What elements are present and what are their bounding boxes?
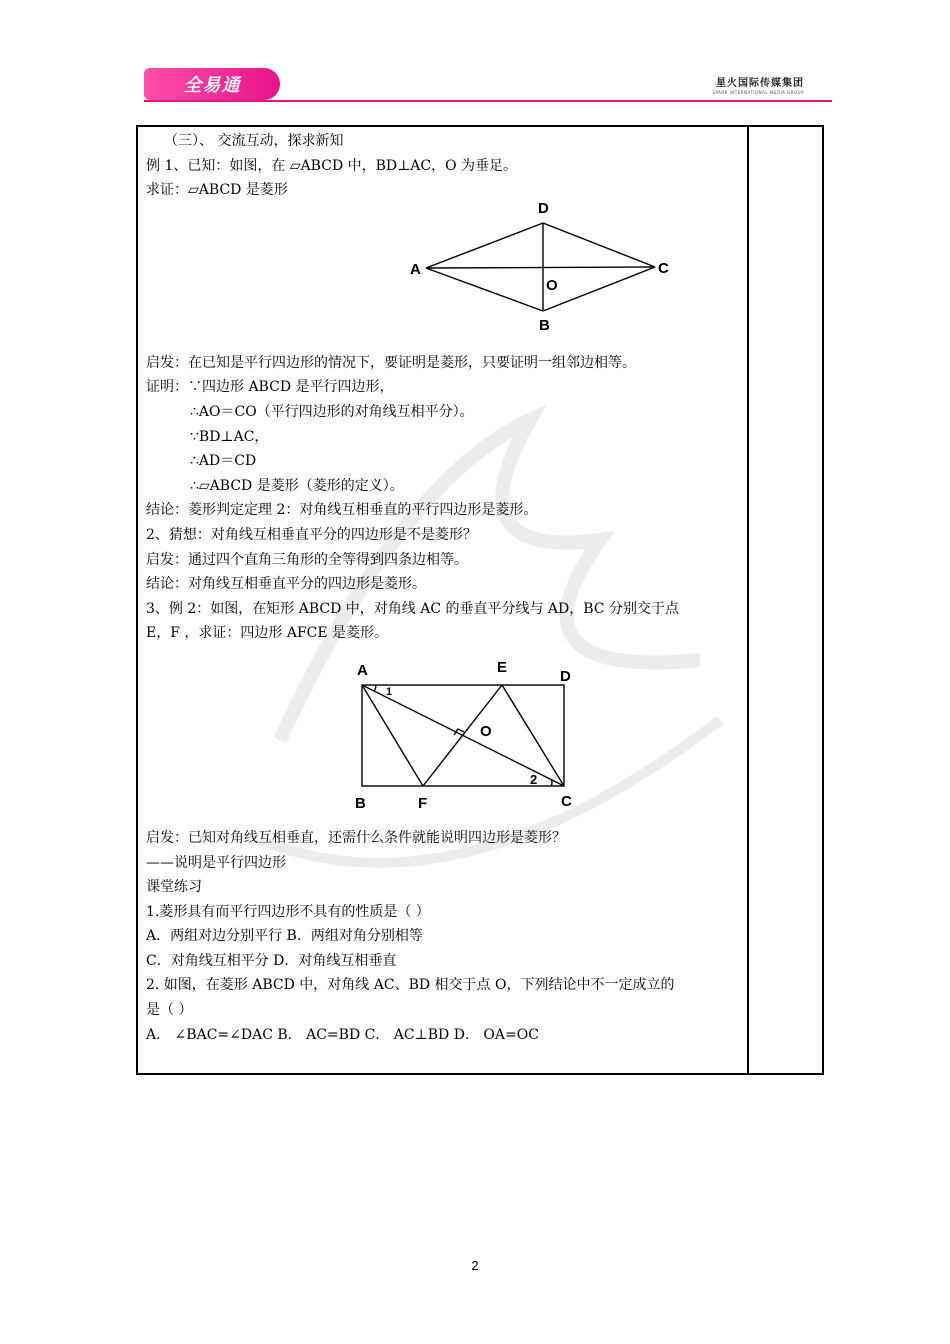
- label-o: O: [480, 723, 492, 740]
- label-2: 2: [530, 772, 538, 787]
- conjecture: 2、猜想：对角线互相垂直平分的四边形是不是菱形？: [146, 526, 477, 543]
- label-d: D: [560, 668, 571, 685]
- label-b: B: [355, 795, 366, 812]
- label-d: D: [538, 200, 549, 217]
- proof-line-1: 证明：∵四边形 ABCD 是平行四边形，: [146, 379, 394, 396]
- label-c: C: [658, 260, 669, 277]
- angle-2-arc: [551, 779, 552, 786]
- company-name-en: SPARK INTERNATIONAL MEDIA GROUP: [712, 90, 804, 95]
- practice-heading: 课堂练习: [146, 879, 202, 896]
- figure-rectangle: [350, 658, 590, 814]
- side-ba: [426, 268, 543, 311]
- page-header: [0, 0, 950, 110]
- brand-logo: 全易通: [144, 68, 280, 100]
- example1-prove: 求证：▱ABCD 是菱形: [146, 182, 288, 199]
- question1: 1.菱形具有而平行四边形不具有的性质是（ ）: [146, 903, 430, 920]
- example1-given: 例 1、已知：如图，在 ▱ABCD 中，BD⊥AC，O 为垂足。: [146, 157, 518, 174]
- question2-options: A． ∠BAC=∠DAC B． AC=BD C． AC⊥BD D． OA=OC: [146, 1026, 539, 1043]
- hint2: 启发：通过四个直角三角形的全等得到四条边相等。: [146, 551, 468, 568]
- side-dc: [543, 223, 655, 267]
- proof-line-5: ∴▱ABCD 是菱形（菱形的定义）。: [190, 477, 404, 494]
- page-number: 2: [471, 1258, 479, 1273]
- figure-rhombus: [400, 196, 680, 336]
- table-column-divider: [747, 125, 749, 1075]
- hint3: 启发：已知对角线互相垂直，还需什么条件就能说明四边形是菱形？: [146, 829, 566, 846]
- label-a: A: [410, 261, 421, 278]
- proof-line-4: ∴AD＝CD: [190, 453, 257, 470]
- side-ad: [426, 223, 543, 268]
- question1-options-ab: A．两组对边分别平行 B．两组对角分别相等: [146, 928, 423, 945]
- conclusion1: 结论：菱形判定定理 2：对角线互相垂直的平行四边形是菱形。: [146, 502, 538, 519]
- label-e: E: [497, 659, 508, 676]
- side-cb: [543, 267, 655, 311]
- conclusion2: 结论：对角线互相垂直平分的四边形是菱形。: [146, 576, 426, 593]
- example2-line-1: 3、例 2：如图，在矩形 ABCD 中，对角线 AC 的垂直平分线与 AD，BC 分别交于点: [146, 600, 679, 617]
- hint3-answer: ——说明是平行四边形: [146, 854, 286, 871]
- company-name: [712, 74, 804, 95]
- label-f: F: [418, 795, 428, 812]
- hint1: 启发：在已知是平行四边形的情况下，要证明是菱形，只要证明一组邻边相等。: [146, 354, 636, 371]
- diagonal-ac: [426, 267, 655, 268]
- question2-line-1: 2. 如图，在菱形 ABCD 中，对角线 AC、BD 相交于点 O，下列结论中不一定成立的: [146, 977, 675, 994]
- label-1: 1: [386, 686, 393, 698]
- label-a: A: [357, 662, 368, 679]
- label-o: O: [546, 277, 558, 294]
- header-divider: [144, 100, 832, 102]
- label-b: B: [539, 317, 550, 334]
- proof-line-2: ∴AO＝CO（平行四边形的对角线互相平分）。: [190, 403, 474, 420]
- section-heading: （三）、 交流互动，探求新知: [164, 133, 344, 149]
- label-c: C: [561, 793, 572, 810]
- question1-options-cd: C．对角线互相平分 D．对角线互相垂直: [146, 952, 397, 969]
- company-name-cn: 星火国际传媒集团: [716, 78, 804, 89]
- proof-line-3: ∵BD⊥AC，: [190, 428, 269, 445]
- example2-line-2: E，F ，求证：四边形 AFCE 是菱形。: [146, 625, 389, 642]
- angle-1-arc: [374, 685, 376, 691]
- question2-line-2: 是（ ）: [146, 1002, 193, 1019]
